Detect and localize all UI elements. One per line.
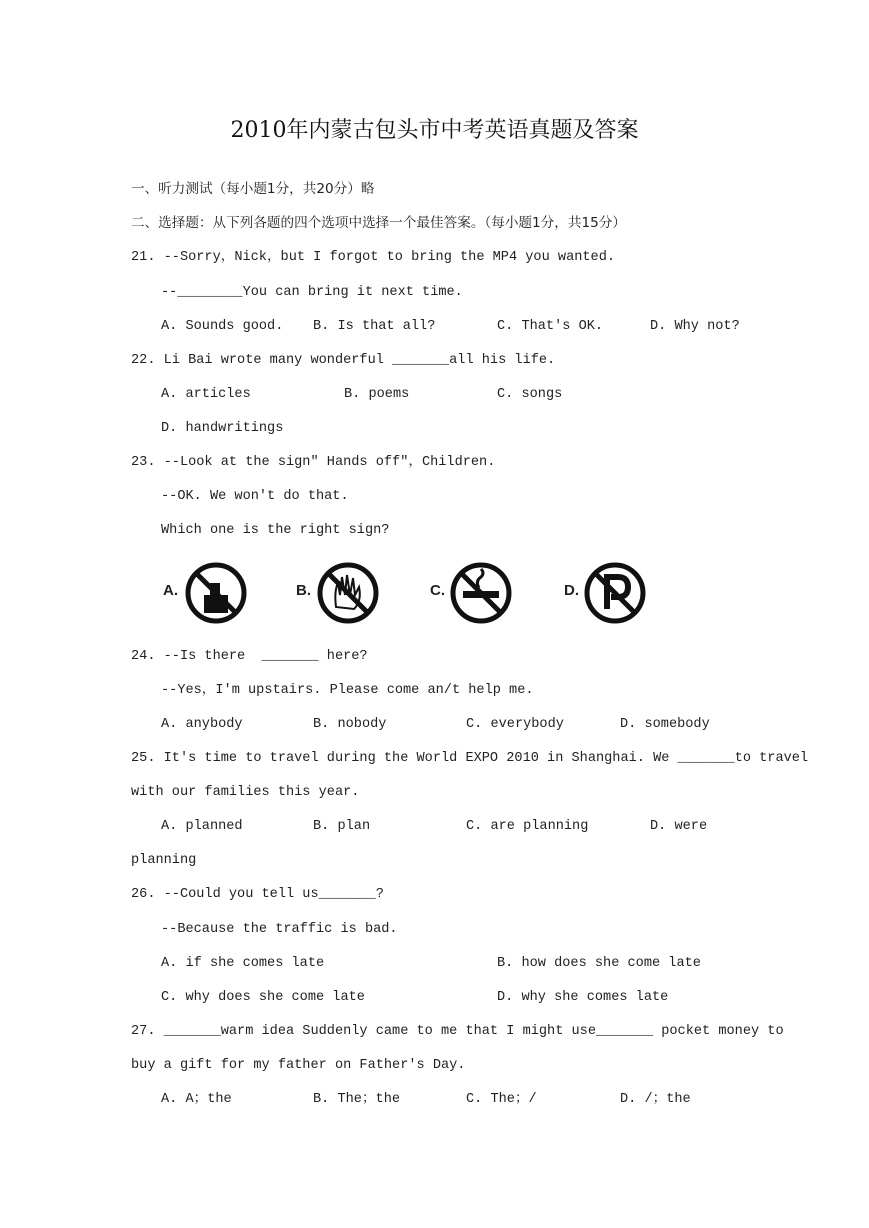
page-title: 2010年内蒙古包头市中考英语真题及答案 <box>230 118 639 143</box>
no-smoking-sign-icon <box>449 561 513 625</box>
q25-option-c: C. are planning <box>466 819 589 834</box>
q27-option-a: A. A；the <box>161 1092 232 1107</box>
q22-option-d: D. handwritings <box>161 421 284 436</box>
q27-option-d: D. /；the <box>620 1092 691 1107</box>
section-choice: 二、选择题：从下列各题的四个选项中选择一个最佳答案。（每小题1分，共15分） <box>131 215 626 231</box>
q22-option-a: A. articles <box>161 387 251 402</box>
q21-stem: 21. --Sorry，Nick，but I forgot to bring the MP4 you wanted. <box>131 250 616 265</box>
q25-option-d: D. were <box>650 819 708 834</box>
q26-option-d: D. why she comes late <box>497 990 669 1005</box>
q26-option-b: B. how does she come late <box>497 956 701 971</box>
q25-option-b: B. plan <box>313 819 371 834</box>
q23-question: Which one is the right sign? <box>161 523 390 538</box>
hands-off-sign-icon <box>316 561 380 625</box>
q21-option-a: A. Sounds good. <box>161 319 284 334</box>
q26-reply: --Because the traffic is bad. <box>161 922 398 937</box>
no-parking-sign-icon <box>583 561 647 625</box>
q22-option-c: C. songs <box>497 387 563 402</box>
q26-option-a: A. if she comes late <box>161 956 325 971</box>
q21-option-d: D. Why not? <box>650 319 740 334</box>
q25-stem-2: with our families this year. <box>131 785 360 800</box>
q22-stem: 22. Li Bai wrote many wonderful _______all his life. <box>131 353 556 368</box>
q24-option-c: C. everybody <box>466 717 564 732</box>
q23-reply: --OK. We won't do that. <box>161 489 349 504</box>
q27-option-c: C. The；/ <box>466 1092 537 1107</box>
q23-stem: 23. --Look at the sign" Hands off"，Children. <box>131 455 496 470</box>
no-touch-sign-icon <box>184 561 248 625</box>
q24-reply: --Yes，I'm upstairs. Please come an/t help me. <box>161 683 534 698</box>
q27-option-b: B. The；the <box>313 1092 401 1107</box>
q24-option-d: D. somebody <box>620 717 710 732</box>
q21-reply: --________You can bring it next time. <box>161 285 463 300</box>
q21-option-c: C. That's OK. <box>497 319 604 334</box>
q22-option-b: B. poems <box>344 387 410 402</box>
sign-d-letter: D. <box>564 582 579 599</box>
section-listening: 一、听力测试（每小题1分，共20分）略 <box>131 181 375 197</box>
q26-option-c: C. why does she come late <box>161 990 365 1005</box>
q25-option-a: A. planned <box>161 819 243 834</box>
q25-option-d-continued: planning <box>131 853 197 868</box>
q24-stem: 24. --Is there _______ here? <box>131 649 368 664</box>
q27-stem-2: buy a gift for my father on Father's Day. <box>131 1058 466 1073</box>
q26-stem: 26. --Could you tell us_______? <box>131 887 384 902</box>
q24-option-b: B. nobody <box>313 717 387 732</box>
sign-b-letter: B. <box>296 582 311 599</box>
sign-c-letter: C. <box>430 582 445 599</box>
q25-stem-1: 25. It's time to travel during the World EXPO 2010 in Shanghai. We _______to travel <box>131 751 809 766</box>
q21-option-b: B. Is that all? <box>313 319 436 334</box>
q24-option-a: A. anybody <box>161 717 243 732</box>
q27-stem-1: 27. _______warm idea Suddenly came to me that I might use_______ pocket money to <box>131 1024 784 1039</box>
sign-a-letter: A. <box>163 582 178 599</box>
